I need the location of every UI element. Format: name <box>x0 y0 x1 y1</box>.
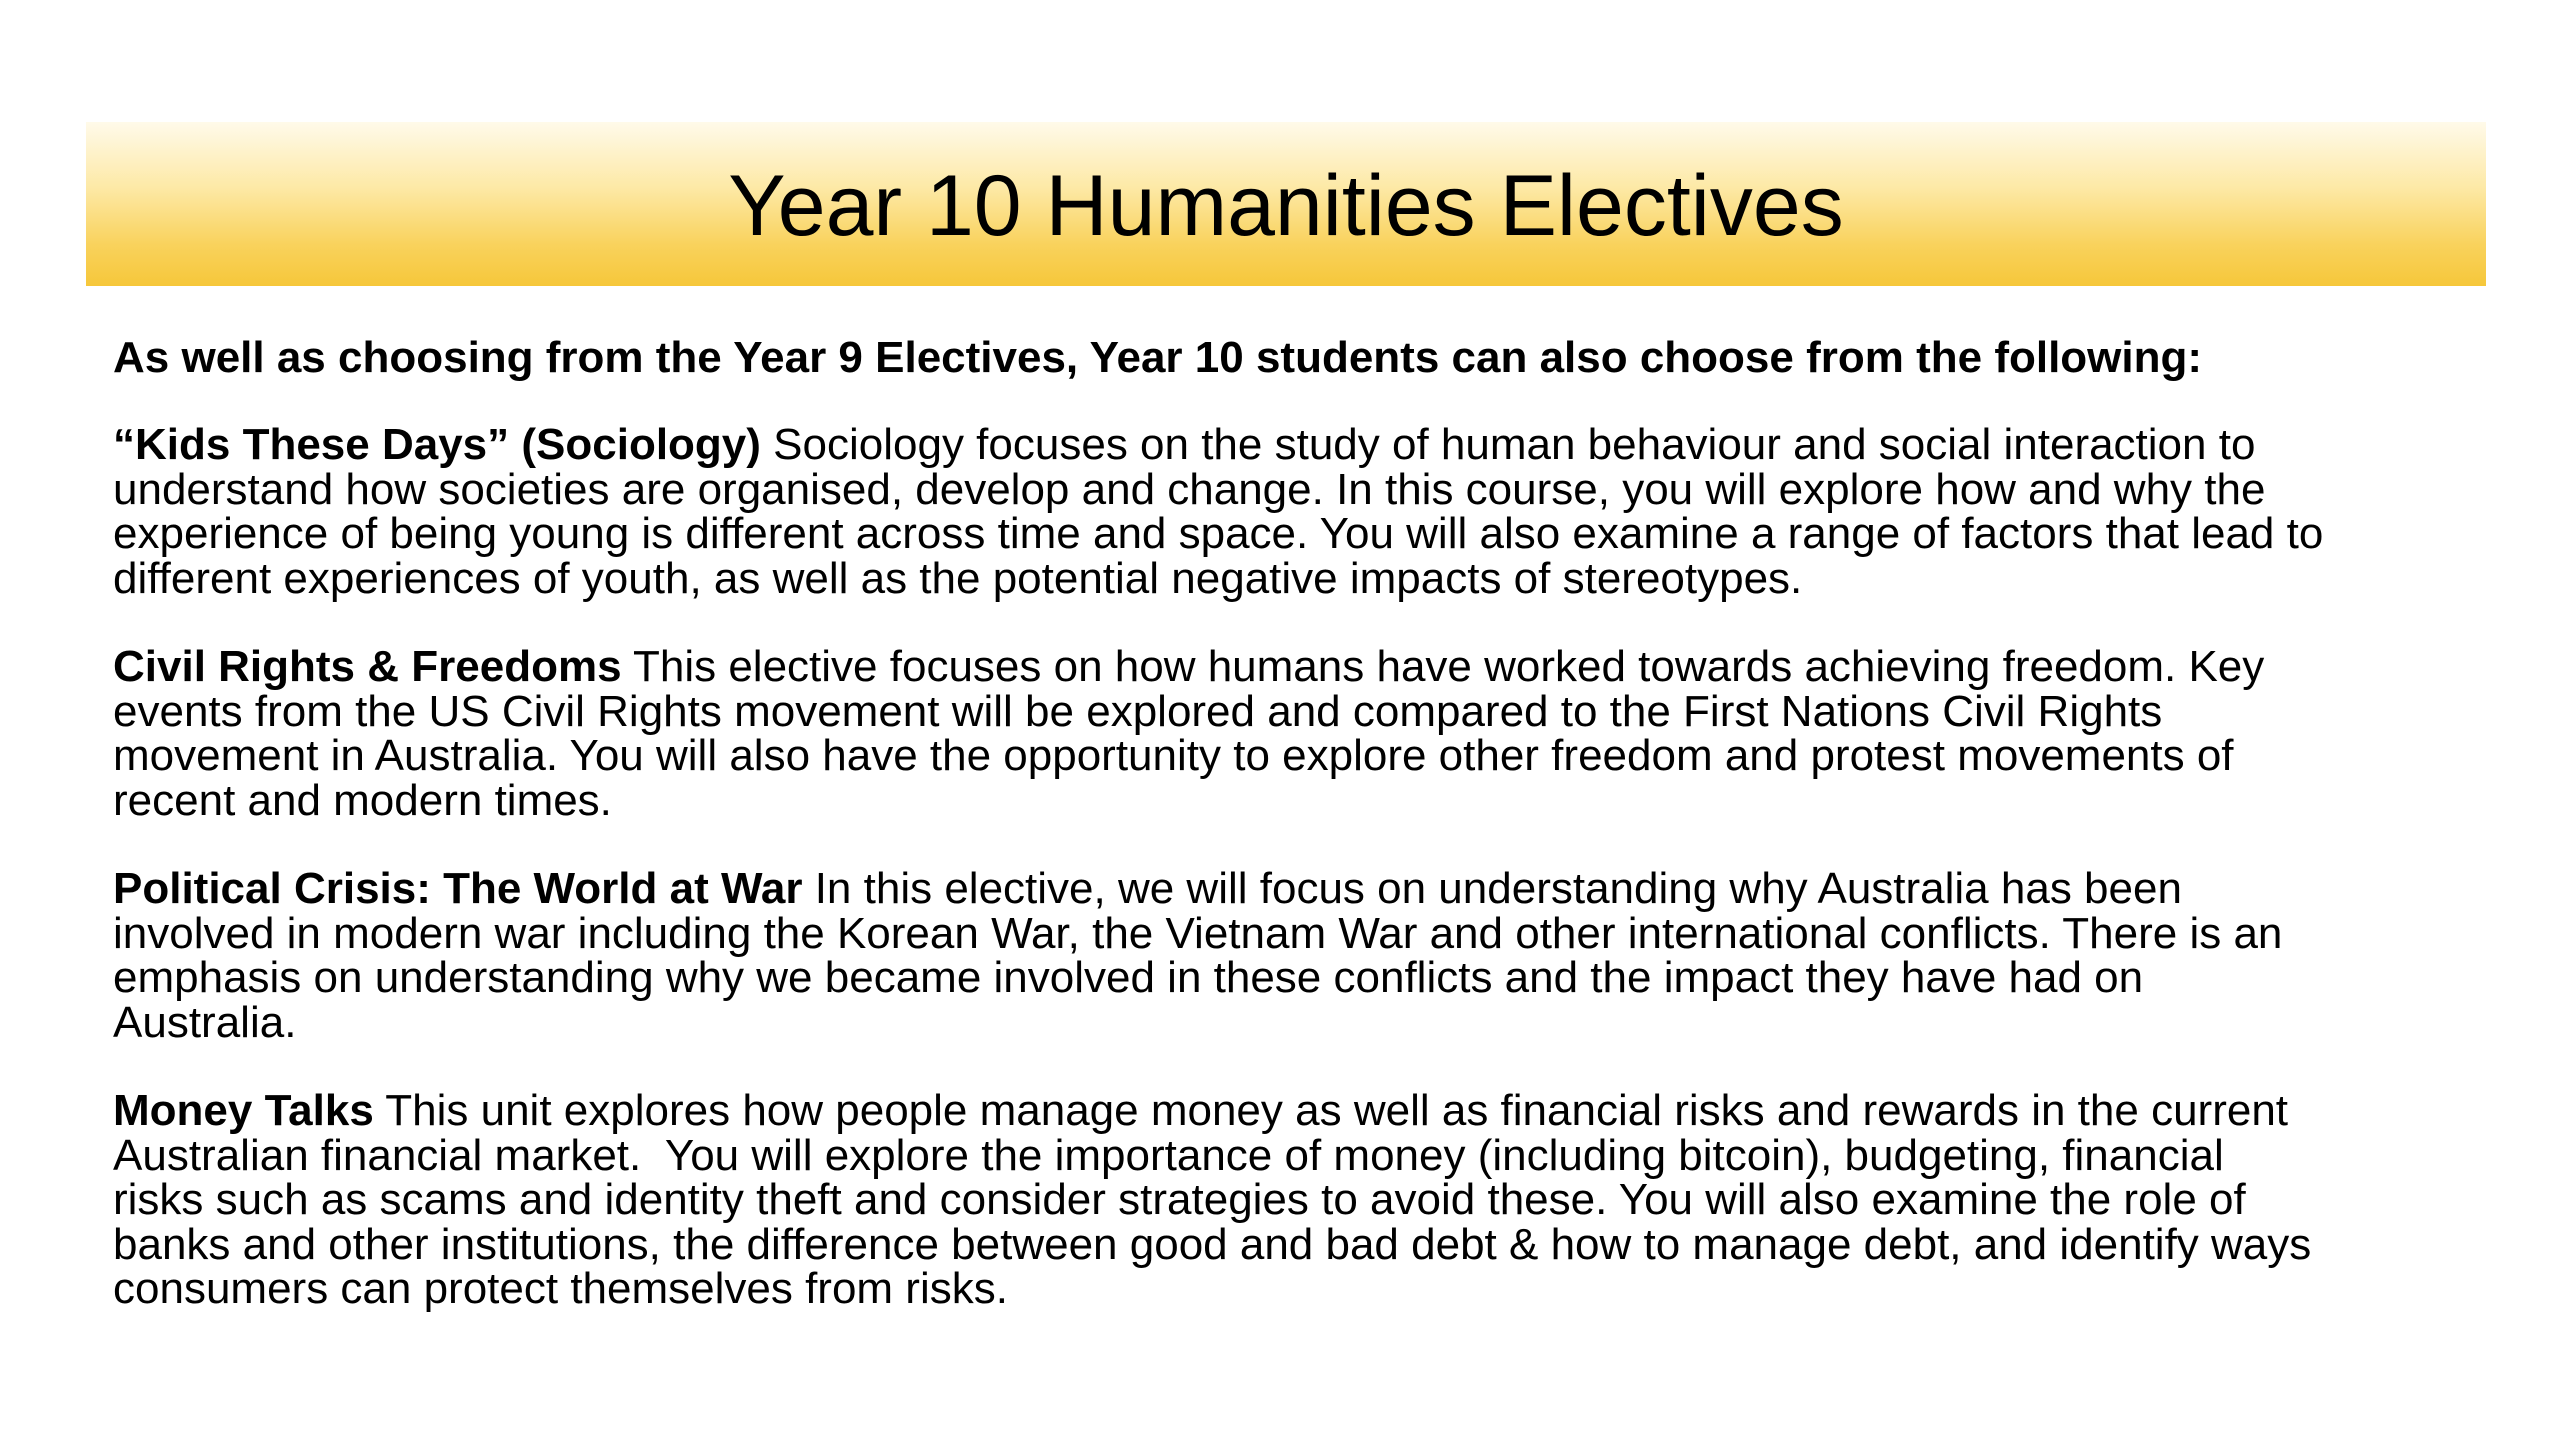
title-banner <box>86 122 2486 286</box>
elective-line: Australian financial market. You will explore the importance of money (including bitcoin), budgeting, financial <box>113 1130 2224 1180</box>
slide-title: Year 10 Humanities Electives <box>728 158 1844 254</box>
elective-political-crisis <box>113 864 2473 1047</box>
elective-line: events from the US Civil Rights movement will be explored and compared to the First Nations Civil Rights <box>113 686 2163 736</box>
slide-content <box>113 335 2473 1356</box>
elective-name: Political Crisis: The World at War <box>113 864 803 913</box>
elective-civil-rights <box>113 642 2473 825</box>
elective-line: In this elective, we will focus on understanding why Australia has been <box>814 864 2182 913</box>
elective-line: experience of being young is different across time and space. You will also examine a range of factors that lead to <box>113 509 2324 558</box>
elective-line: understand how societies are organised, develop and change. In this course, you will explore how and why the <box>113 464 2266 514</box>
elective-line: different experiences of youth, as well as the potential negative impacts of stereotypes. <box>113 553 1803 603</box>
elective-name: Civil Rights & Freedoms <box>113 642 622 691</box>
elective-line: consumers can protect themselves from risks. <box>113 1264 1008 1313</box>
elective-line: Sociology focuses on the study of human behaviour and social interaction to <box>773 420 2256 469</box>
elective-name: “Kids These Days” (Sociology) <box>113 420 761 469</box>
elective-line: involved in modern war including the Korean War, the Vietnam War and other international conflicts. There is an <box>113 908 2283 958</box>
elective-line: This elective focuses on how humans have worked towards achieving freedom. Key <box>632 642 2265 691</box>
elective-name: Money Talks <box>113 1086 374 1135</box>
elective-line: movement in Australia. You will also have the opportunity to explore other freedom and protest movements of <box>113 731 2234 780</box>
elective-sociology <box>113 420 2473 603</box>
elective-line: risks such as scams and identity theft and consider strategies to avoid these. You will also examine the role of <box>113 1175 2246 1224</box>
elective-line: emphasis on understanding why we became involved in these conflicts and the impact they have had on <box>113 953 2144 1002</box>
elective-money-talks <box>113 1086 2473 1313</box>
elective-line: banks and other institutions, the difference between good and bad debt & how to manage debt, and identify ways <box>113 1219 2312 1269</box>
elective-line: Australia. <box>113 997 297 1047</box>
elective-line: This unit explores how people manage money as well as financial risks and rewards in the current <box>385 1086 2289 1135</box>
elective-line: recent and modern times. <box>113 775 612 825</box>
intro-text: As well as choosing from the Year 9 Electives, Year 10 students can also choose from the following: <box>113 333 2203 382</box>
